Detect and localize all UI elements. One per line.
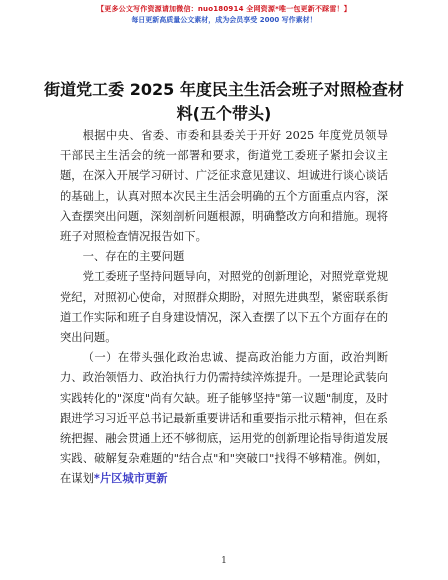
body-paragraph-subsection — [60, 348, 388, 489]
subsection-text: （一）在带头强化政治忠诚、提高政治能力方面，政治判断力、政治领悟力、政治执行力仍需持续淬炼提升。一是理论武装向实践转化的"深度"尚有欠缺。班子能够坚持"第一议题"制度，及时跟进学习习近平总书记最新重要讲话和重要指示批示精神，但在系统把握、融会贯通上还不够彻底，运用党的创新理论指导街道发展实践、破解复杂难题的"结合点"和"突破口"找得不够精准。例如，在谋划 — [60, 351, 388, 486]
intro-paragraph: 根据中央、省委、市委和县委关于开好 2025 年度党员领导干部民主生活会的统一部署和要求，街道党工委班子紧扣会议主题，在深入开展学习研讨、广泛征求意见建议、坦诚进行谈心谈话的基础上，认真对照本次民主生活会明确的五个方面重点内容，深入查摆突出问题，深刻剖析问题根源，明确整改方向和措施。现将班子对照检查情况报告如下。 — [60, 129, 388, 244]
promo-line-1: 【更多公文写作资源请加微信：nuo180914 全网资源*唯一包更新不踩雷！】 — [97, 5, 351, 13]
document-body — [60, 126, 388, 490]
body-paragraph: 党工委班子坚持问题导向，对照党的创新理论，对照党章党规党纪，对照初心使命，对照群众期盼，对照先进典型，紧密联系街道工作实际和班子自身建设情况，深入查摆了以下五个方面存在的突出问题。 — [60, 270, 388, 345]
promo-banner — [0, 4, 448, 26]
highlighted-text: *片区城市更新 — [93, 472, 168, 486]
page-number: 1 — [221, 556, 227, 566]
document-title: 街道党工委 2025 年度民主生活会班子对照检查材料(五个带头) — [44, 80, 404, 123]
promo-line-2: 每日更新高质量公文素材，成为会员享受 2000 写作素材！ — [131, 16, 317, 24]
section-heading: 一、存在的主要问题 — [82, 250, 185, 264]
